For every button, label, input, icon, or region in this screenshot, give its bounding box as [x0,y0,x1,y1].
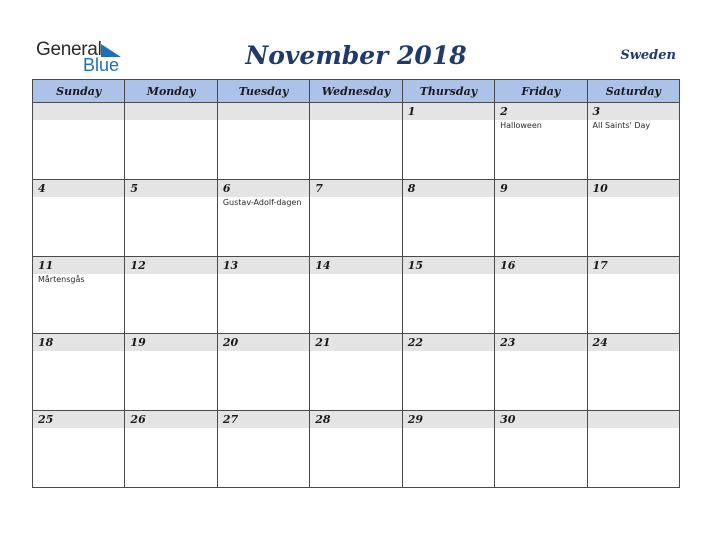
holiday-label [125,351,216,352]
day-number: 13 [218,257,309,274]
day-number: 30 [495,411,586,428]
calendar-day-cell [125,103,217,180]
day-number: 19 [125,334,216,351]
day-number: 15 [403,257,494,274]
weekday-header-row [33,80,680,103]
day-number: 24 [588,334,679,351]
calendar-week-row [33,180,680,257]
day-number [218,103,309,120]
weekday-sunday: Sunday [33,80,125,103]
calendar-day-cell [310,411,402,488]
holiday-label [33,120,124,121]
calendar-day-cell [33,411,125,488]
day-number: 1 [403,103,494,120]
calendar-day-cell [310,257,402,334]
calendar-day-cell [587,257,679,334]
weekday-monday: Monday [125,80,217,103]
calendar-day-cell [33,180,125,257]
weekday-wednesday: Wednesday [310,80,402,103]
day-number: 16 [495,257,586,274]
day-number: 3 [588,103,679,120]
holiday-label [218,351,309,352]
calendar-week-row [33,411,680,488]
day-number [588,411,679,428]
holiday-label [403,351,494,352]
day-number: 8 [403,180,494,197]
day-number: 28 [310,411,401,428]
day-number: 10 [588,180,679,197]
calendar-day-cell [310,334,402,411]
weekday-tuesday: Tuesday [217,80,309,103]
day-number: 7 [310,180,401,197]
holiday-label [310,428,401,429]
calendar-day-cell [495,411,587,488]
calendar-day-cell [310,180,402,257]
calendar-day-cell [310,103,402,180]
calendar-day-cell [33,334,125,411]
calendar-day-cell [402,103,494,180]
logo-word-blue: Blue [83,55,120,75]
holiday-label [218,428,309,429]
logo-word-general: General [36,39,102,60]
calendar-day-cell [402,334,494,411]
day-number: 9 [495,180,586,197]
calendar-day-cell [33,257,125,334]
country-label: Sweden [620,48,676,63]
calendar-week-row [33,103,680,180]
holiday-label: Halloween [500,121,542,130]
holiday-label [125,274,216,275]
calendar-day-cell [125,180,217,257]
calendar-day-cell [495,257,587,334]
day-number [125,103,216,120]
holiday-label [125,428,216,429]
calendar-day-cell [402,257,494,334]
holiday-label [495,351,586,352]
calendar-day-cell [125,257,217,334]
holiday-label [588,428,679,429]
calendar-day-cell [495,180,587,257]
day-number: 12 [125,257,216,274]
holiday-label: Mårtensgås [38,275,85,284]
calendar-day-cell [217,180,309,257]
day-number: 21 [310,334,401,351]
calendar-day-cell [587,334,679,411]
holiday-label [218,274,309,275]
calendar-day-cell [217,103,309,180]
holiday-label [403,428,494,429]
holiday-label [33,428,124,429]
holiday-label [495,428,586,429]
day-number: 4 [33,180,124,197]
day-number: 29 [403,411,494,428]
calendar-grid [32,79,680,488]
calendar-day-cell [217,334,309,411]
day-number: 2 [495,103,586,120]
calendar-day-cell [125,334,217,411]
calendar-day-cell [217,411,309,488]
holiday-label [403,197,494,198]
calendar-day-cell [217,257,309,334]
holiday-label [403,274,494,275]
holiday-label [495,274,586,275]
day-number: 23 [495,334,586,351]
holiday-label [310,351,401,352]
weekday-saturday: Saturday [587,80,679,103]
calendar-day-cell [587,411,679,488]
day-number: 11 [33,257,124,274]
calendar-day-cell [125,411,217,488]
calendar-day-cell [587,103,679,180]
weekday-thursday: Thursday [402,80,494,103]
holiday-label [310,274,401,275]
day-number: 14 [310,257,401,274]
holiday-label [218,120,309,121]
calendar-day-cell [495,334,587,411]
calendar-day-cell [33,103,125,180]
holiday-label [33,197,124,198]
calendar-day-cell [587,180,679,257]
holiday-label [588,197,679,198]
day-number: 27 [218,411,309,428]
calendar-week-row [33,257,680,334]
day-number: 18 [33,334,124,351]
day-number: 26 [125,411,216,428]
day-number [310,103,401,120]
day-number: 6 [218,180,309,197]
page-title: November 2018 [245,41,467,70]
calendar-week-row [33,334,680,411]
holiday-label [33,351,124,352]
holiday-label: All Saints' Day [592,121,651,130]
day-number [33,103,124,120]
holiday-label [588,351,679,352]
holiday-label: Gustav-Adolf-dagen [222,198,302,207]
holiday-label [403,120,494,121]
calendar-day-cell [402,411,494,488]
day-number: 20 [218,334,309,351]
weekday-friday: Friday [495,80,587,103]
holiday-label [125,197,216,198]
day-number: 17 [588,257,679,274]
day-number: 5 [125,180,216,197]
day-number: 25 [33,411,124,428]
holiday-label [495,197,586,198]
holiday-label [125,120,216,121]
calendar-day-cell [495,103,587,180]
holiday-label [588,274,679,275]
holiday-label [310,197,401,198]
calendar-day-cell [402,180,494,257]
day-number: 22 [403,334,494,351]
holiday-label [310,120,401,121]
